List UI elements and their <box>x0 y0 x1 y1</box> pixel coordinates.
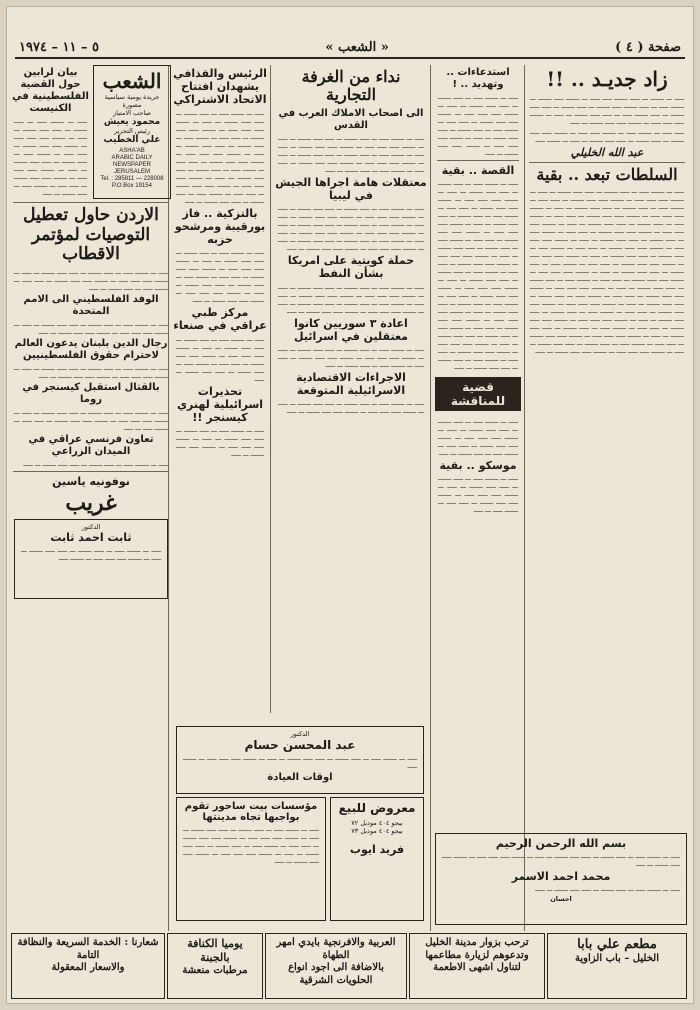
article-text: ـــــ ـــ ـــــــ ـــــ ـــ ـــــ ـــــــ ـــ ـــــ ـــــ ـــــــ ـــ ـــــ ـــ ـــــــ ـــــ ـــــ ـــــ ـــ ـــــــ ـــــ ـــــ ـــــــ ـــ ـــــ ـــــ ـــ ـــــــ ـــــ ـــ ـــــ ـــــــ ـــ ـــــ <box>14 267 168 292</box>
headline-story-continued: القصة .. بقية <box>441 164 515 177</box>
doctor-label: الدكتور <box>290 730 310 738</box>
article-text: ـــــ ـــ ـــــــ ـــــ ـــ ـــــ ـــــــ ـــ ـــــ ـــــ ـــــــ ـــ ـــــ ـــ ـــــــ ـــــ ـــــ ـــــ ـــ ـــــــ ـــــ ـــــ ـــــــ ـــ ـــــ ـــــ ـــ ـــــــ ـــــ ـــ ـــــ ـــــــ ـــ ـــــ ـــــ ـــــــ ـــ ـــــ ـــ ـــــــ ـــــ ـــــ ـــــ ـــ ـــــــ ـــــ ـــــ ـــــــ ـــ ـــــ ـــــ ـــ ـــــــ ـــــ ـــ ـــــ ـــــــ ـــ ـــــ ـــــ ـــــــ ـــ ـــــ ـــ ـــــــ ـــــ ـــــ ـــــ ـــ ـــــــ ـــــ ـــــ ـــــــ ـــ ـــــ ـــــ ـــ ـــــــ ـــــ ـــ ـــــ ـــــــ ـــ ـــــ ـــــ ـــــــ ـــ ـــــ <box>176 108 264 205</box>
ad4-title: يوميا الكنافة بالجبنة <box>187 937 243 964</box>
ad2-sub: وتدعوهم لزيارة مطاعمها لتناول اشهى الاطعمة <box>425 949 529 973</box>
ad-kunafa <box>167 933 263 999</box>
article-text: ـــــ ـــ ـــــــ ـــــ ـــ ـــــ ـــــــ ـــ ـــــ ـــــ ـــــــ ـــ ـــــ ـــ ـــــــ ـــــ ـــــ ـــــ ـــ ـــــــ ـــــ ـــــ ـــــــ ـــ ـــــ ـــــ ـــ ـــــــ ـــــ ـــ ـــــ ـــــــ ـــ ـــــ <box>278 344 424 369</box>
ad-cuisine <box>265 933 407 999</box>
sale-title: معروض للبيع <box>338 801 416 815</box>
english-block <box>97 148 167 190</box>
ad-text: ـــــ ـــ ـــــــ ـــــ ـــ ـــــ ـــــــ ـــ ـــــ ـــــ ـــــــ ـــ ـــــ ـــ ـــــــ ـــــ ـــــ ـــــ ـــ ـــــــ ـــــ <box>21 546 161 563</box>
sale-contact: فريد ايوب <box>349 843 405 856</box>
headline-moscow-continued: موسكو .. بقية <box>439 459 517 473</box>
headline-french-iraqi: تعاون فرنسي عراقي في الميدان الزراعي <box>28 433 154 457</box>
article-text: ـــــ ـــ ـــــــ ـــ ـــــ ـــــــ ـــــ ـــــ ـــ ـــــــ ـــــ ـــــــ ـــ ـــــــ ـــــ ـــ ـــــ ـــــــ ـــــ ـــــــ ـــ ـــــ ـــــــ ـــ ـــــ ـــــ ـــــــ ـــ ـــــ ـــــــ ـــــ ـــ ـــــ ـــــ ـــــــ ـــ ـــــ ـــ ـــــــ ـــــ ـــــ ـــــ ـــ ـــــــ ـــــ ـــــ ـــــــ ـــ ـــــ <box>530 94 684 126</box>
editor-label: رئيس التحرير <box>113 127 151 135</box>
bayt-sahour-article <box>176 797 326 921</box>
headline-summons-threat: استدعاءات .. وتهديد .. ! <box>446 67 510 90</box>
masthead <box>93 65 171 199</box>
en-pobox: P.O.Box 19154 <box>112 183 152 189</box>
sale-item-2: بيجو ٤٠٤ موديل ٧٣ <box>351 827 403 835</box>
article-text: ـــــ ـــ ـــــــ ـــــ ـــ ـــــ ـــــــ ـــ ـــــ ـــــ ـــــــ ـــ ـــــ ـــ ـــــــ ـــــ ـــــ ـــــ ـــ ـــــــ ـــــ ـــــ ـــــــ ـــ ـــــ ـــــ ـــ ـــــــ ـــــ ـــ ـــــ ـــــــ ـــ ـــــ ـــــ ـــــــ ـــ ـــــ ـــ ـــــــ ـــــ ـــــ ـــــ ـــ ـــــــ ـــــ ـــــ ـــــــ ـــ ـــــ ـــــ ـــ ـــــــ ـــــ ـــ ـــــ ـــــــ ـــ ـــــ <box>14 117 87 197</box>
ad1-sub: الخليل – باب الزاوية <box>575 953 659 965</box>
obituary-text: ـــــ ـــ ـــــــ ـــــ ـــ ـــــ ـــــــ ـــ ـــــ ـــــ ـــــــ ـــ ـــــ ـــ ـــــــ ـــــ ـــــ ـــــ ـــ ـــــــ ـــــ ـــــ ـــــــ ـــ ـــــ <box>442 852 680 868</box>
owner-name: محمود يعيش <box>103 117 161 127</box>
article-text: ـــــ ـــ ـــــــ ـــــ ـــ ـــــ ـــــــ ـــ ـــــ ـــــ ـــــــ ـــ ـــــ ـــ ـــــــ ـــــ ـــــ ـــــ ـــ ـــــــ ـــــ ـــــ ـــــــ ـــ ـــــ ـــــ ـــ ـــــــ ـــــ ـــ ـــــ ـــــــ ـــ ـــــ <box>438 417 518 458</box>
newspaper-page <box>6 6 694 1004</box>
doctor2-name: ثابت احمد ثابت <box>50 531 132 545</box>
article-text: ـــــ ـــ ـــــــ ـــــ ـــ ـــــ ـــــــ ـــ ـــــ ـــــ ـــــــ ـــ ـــــ ـــ ـــــــ ـــــ ـــــ ـــــ ـــ ـــــــ ـــــ ـــــ ـــــــ ـــ ـــــ ـــــ ـــ ـــــــ ـــــ ـــ ـــــ ـــــــ ـــ ـــــ ـــــ ـــــــ ـــ ـــــ ـــ ـــــــ ـــــ ـــــ ـــــ ـــ ـــــــ ـــــ ـــــ ـــــــ ـــ ـــــ ـــــ ـــ ـــــــ ـــــ ـــ ـــــ ـــــــ ـــ ـــــ <box>278 133 424 174</box>
column-rule <box>430 65 431 931</box>
obituary-box <box>435 833 687 925</box>
subheadline-property-owners: الى اصحاب الاملاك العرب في القدس <box>278 107 424 131</box>
article-text: ـــــ ـــ ـــــــ ـــــ ـــ ـــــ ـــــــ ـــ ـــــ ـــــ ـــــــ ـــ ـــــ ـــ ـــــــ ـــــ ـــــ ـــــ ـــ ـــــــ ـــــ ـــــ ـــــــ ـــ ـــــ <box>278 399 424 416</box>
obituary-bismillah: بسم الله الرحمن الرحيم <box>495 837 627 850</box>
rabin-block <box>11 65 90 199</box>
discussion-box: قضية للمناقشة <box>435 377 521 411</box>
sale-ad <box>330 797 424 921</box>
top-row <box>11 65 171 199</box>
en-name: ASHA'AB <box>119 148 145 154</box>
headline-jordan: الاردن حاول تعطيل التوصيات لمؤتمر الاقطاب <box>23 205 159 265</box>
headline-nounia: نوفونيه ياسين <box>52 474 130 488</box>
headline-clerics-lebanon: رجال الدين بلبنان يدعون العالم لاحترام حقوق الفلسطينيين <box>14 337 168 361</box>
doctor2-label: الدكتور <box>81 523 101 532</box>
article-text: ـــــ ـــ ـــــــ ـــــ ـــ ـــــ ـــــــ ـــ ـــــ ـــــ ـــــــ ـــ ـــــ ـــ ـــــــ ـــــ ـــــ ـــــ ـــ ـــــــ ـــــ ـــــ ـــــــ ـــ ـــــ ـــــ ـــ ـــــــ ـــــ ـــ ـــــ <box>438 474 518 515</box>
article-text: ـــــ ـــ ـــــــ ـــــ ـــ ـــــ ـــــــ ـــ ـــــ ـــــ ـــــــ ـــ ـــــ ـــ ـــــــ ـــــ ـــــ ـــــ ـــ ـــــــ ـــــ ـــــ ـــــــ ـــ ـــــ ـــــ ـــ ـــــــ ـــــ ـــ ـــــ ـــــــ ـــ ـــــ ـــــ ـــــــ ـــ ـــــ <box>176 334 264 383</box>
ad-text: ـــــ ـــ ـــــــ ـــــ ـــ ـــــ ـــــــ ـــ ـــــ ـــــ ـــــــ ـــ ـــــ ـــ ـــــــ ـــــ ـــــ ـــــ ـــ ـــــــ ـــــ <box>183 754 417 770</box>
ad-welcome-hebron <box>409 933 545 999</box>
paper-name: « الشعب » <box>325 39 389 55</box>
ad3-sub: بالاضافة الى اجود انواع الحلويات الشرقية <box>288 962 384 986</box>
en-city: JERUSALEM <box>113 169 150 175</box>
headline-gadhafi: الرئيس والقذافي يشهدان افتتاح الاتحاد الاشتراكي <box>173 67 267 107</box>
doctor-name: عبد المحسن حسام <box>244 738 356 752</box>
column-rule <box>524 65 525 931</box>
doctor-ad <box>176 726 424 794</box>
middle-ads-block <box>173 723 427 929</box>
column-5 <box>11 65 171 931</box>
ad-slogan <box>11 933 165 999</box>
ishan-label: احسان <box>550 895 572 903</box>
column-rule <box>270 65 271 713</box>
divider <box>529 162 685 163</box>
headline-gharib: غريب <box>65 489 117 516</box>
headline-authorities-deport: السلطات تبعد .. بقية <box>536 165 678 184</box>
ad4-sub: مرطبات منعشة <box>182 964 248 976</box>
divider <box>13 471 169 472</box>
column-3 <box>275 65 427 713</box>
ad2-title: ترحب بزوار مدينة الخليل <box>425 937 529 948</box>
headline-kuwait-campaign: حملة كويتية على امريكا بشأن النفط <box>287 254 415 281</box>
owner-label: صاحب الامتياز <box>112 109 151 117</box>
article-text: ـــــ ـــ ـــــــ ـــــ ـــ ـــــ ـــــــ ـــ ـــــ ـــــ ـــــــ ـــ ـــــ ـــ ـــــــ ـــــ ـــــ ـــــ ـــ ـــــــ ـــــ ـــــ ـــــــ ـــ ـــــ ـــــ ـــ ـــــــ ـــــ ـــ ـــــ ـــــــ ـــ ـــــ ـــــ ـــــــ ـــ ـــــ ـــ ـــــــ ـــــ ـــــ ـــــ ـــ ـــــــ ـــــ ـــــ ـــــــ ـــ ـــــ ـــــ ـــ ـــــــ ـــــ ـــ ـــــ ـــــــ ـــ ـــــ ـــــ ـــــــ ـــ ـــــ ـــ ـــــــ ـــــ ـــــ ـــــ ـــ ـــــــ ـــــ ـــــ ـــــــ ـــ ـــــ <box>278 204 424 253</box>
article-text: ـــــ ـــ ـــــــ ـــــ ـــ ـــــ ـــــــ ـــ ـــــ ـــــ ـــــــ ـــ ـــــ ـــ ـــــــ ـــــ ـــــ ـــــ ـــ ـــــــ ـــــ ـــــ ـــــــ ـــ ـــــ ـــــ ـــ ـــــــ ـــــ ـــ ـــــ ـــــــ ـــ ـــــ ـــــ ـــــــ ـــ ـــــ ـــ ـــــــ ـــــ ـــــ ـــــ ـــ ـــــــ ـــــ ـــــ ـــــــ ـــ ـــــ <box>278 282 424 315</box>
headline-bourguiba: بالتزكية .. فاز بورقيبة ومرشحو حزبه <box>174 206 266 246</box>
headline-palestinian-delegation: الوفد الفلسطيني الى الامم المتحدة <box>23 293 159 317</box>
issue-date: ٥ – ١١ – ١٩٧٤ <box>19 39 100 55</box>
article-text: ـــــ ـــ ـــــــ ـــــ ـــ ـــــ ـــــــ ـــ ـــــ ـــــ ـــــــ ـــ ـــــ ـــ ـــــــ ـــــ ـــــ ـــــ ـــ ـــــــ ـــــ ـــــ ـــــــ ـــ ـــــ ـــــ ـــ ـــــــ ـــــ ـــ ـــــ ـــــــ ـــ ـــــ ـــــ ـــــــ ـــ ـــــ ـــ ـــــــ ـــــ ـــــ ـــــ ـــ ـــــــ ـــــ ـــــ ـــــــ ـــ ـــــ <box>176 248 264 305</box>
doctor2-ad <box>14 519 168 599</box>
divider <box>437 160 519 161</box>
column-2 <box>435 65 521 931</box>
page-header <box>15 37 685 59</box>
ad-ali-baba <box>547 933 687 999</box>
divider <box>13 202 169 203</box>
headline-syrians-returned: اعادة ٣ سوريين كانوا معتقلين في اسرائيل <box>294 316 408 343</box>
ad5-sub: والاسعار المعقولة <box>51 962 125 973</box>
article-text: ـــــ ـــ ـــــــ ـــــ ـــ ـــــ ـــــــ ـــ ـــــ ـــــ ـــــــ ـــ ـــــ ـــ ـــــــ ـــــ ـــــ ـــــ ـــ ـــــــ ـــــ ـــــ ـــــــ ـــ ـــــ <box>176 426 264 459</box>
bayt-sahour-headline: مؤسسات بيت ساحور تقوم بواجبها تجاه مدينتها <box>184 801 318 823</box>
editor-name: علي الخطيب <box>103 135 161 145</box>
masthead-subtitle: جريدة يومية سياسية مصورة <box>104 93 160 109</box>
page-number: صفحة ( ٤ ) <box>615 39 681 55</box>
en-tel: Tel. : 285811 — 228008 <box>100 176 164 182</box>
ad5-title: شعارنا : الخدمة السريعة والنظافة التامة <box>17 937 159 961</box>
headline-iraqi-medical: مركز طبي عراقي في صنعاء <box>173 306 267 333</box>
headline-israeli-measures: الاجراءات الاقتصادية الاسرائيلية المتوقعة <box>296 370 406 398</box>
headline-libya-arrests: معتقلات هامة اجراها الجيش في ليبيا <box>275 175 427 202</box>
headline-kissinger-rome: بالقتال استقبل كيسنجر في روما <box>22 381 160 405</box>
ad3-title: العربية والافرنجية بايدي امهر الطهاة <box>276 937 396 961</box>
article-text: ـــــ ـــ ـــــــ ـــــ ـــ ـــــ ـــــــ ـــ ـــــ ـــــ ـــــــ ـــ ـــــ <box>23 459 168 468</box>
article-text: ـــــ ـــ ـــــــ ـــــ ـــ ـــــ ـــــــ ـــ ـــــ ـــــ ـــــــ ـــ ـــــ ـــ ـــــــ ـــــ ـــــ ـــــ ـــ ـــــــ ـــــ ـــــ ـــــــ ـــ ـــــ <box>14 363 168 380</box>
article-text: ـــــ ـــــ ـــ ـــــــ ـــــ ـــ ـــــــ ـــــ ـــــ ـــ ـــــــ ـــــ ـــــ ـــــــ ـــ ـــــ ـــــــ ـــ ـــــ ـــــ ـــــــ ـــ ـــــ ـــ ـــــــ ـــــ <box>530 128 684 144</box>
headline-zad-jadid: زاد جديـد .. !! <box>546 67 668 91</box>
article-text: ـــــ ـــ ـــــــ ـــــ ـــ ـــــ ـــــــ ـــ ـــــ ـــــ ـــــــ ـــ ـــــ ـــ ـــــــ ـــــ ـــــ ـــــ ـــ ـــــــ ـــــ ـــــ ـــــــ ـــ ـــــ ـــــ ـــ ـــــــ ـــــ ـــ ـــــ ـــــــ ـــ ـــــ ـــــ ـــــــ ـــ ـــــ ـــ ـــــــ ـــــ ـــــ ـــــ ـــ ـــــــ ـــــ ـــــ ـــــــ ـــ ـــــ <box>438 93 518 157</box>
article-text: ـــــ ـــ ـــــــ ـــــ ـــ ـــــ ـــــــ ـــ ـــــ ـــــ ـــــــ ـــ ـــــ ـــ ـــــــ ـــــ ـــــ ـــــ ـــ ـــــــ ـــــ ـــــ ـــــــ ـــ ـــــ ـــــ ـــ ـــــــ ـــــ ـــ ـــــ ـــــــ ـــ ـــــ ـــــ ـــــــ ـــ ـــــ ـــ ـــــــ ـــــ ـــــ ـــــ ـــ ـــــــ ـــــ ـــــ ـــــــ ـــ ـــــ ـــــ ـــ ـــــــ ـــــ ـــ ـــــ ـــــــ ـــ ـــــ ـــــ ـــــــ ـــ ـــــ ـــ ـــــــ ـــــ ـــــ ـــــ ـــ ـــــــ ـــــ ـــــ ـــــــ ـــ ـــــ ـــــ ـــ ـــــــ ـــــ ـــ ـــــ ـــــــ ـــ ـــــ ـــــ ـــــــ ـــ ـــــ ـــ ـــــــ ـــــ ـــــ ـــــ ـــ ـــــــ ـــــ ـــــ ـــــــ ـــ ـــــ ـــــ ـــ ـــــــ ـــــ ـــ ـــــ ـــــــ ـــ ـــــ ـــــ ـــــــ ـــ ـــــ ـــ ـــــــ ـــــ ـــــ ـــــ ـــ ـــــــ ـــــ ـــــ ـــــــ ـــ ـــــ ـــــ ـــ ـــــــ ـــــ ـــ ـــــ ـــــــ ـــ ـــــ ـــــ ـــــــ ـــ ـــــ ـــ ـــــــ ـــــ ـــــ ـــــ ـــ ـــــــ ـــــ ـــــ ـــــــ ـــ ـــــ ـــــ ـــ ـــــــ ـــــ ـــ ـــــ ـــــــ ـــ ـــــ ـــــ ـــــــ ـــ ـــــ <box>438 179 518 372</box>
column-4 <box>173 65 267 713</box>
en-type: ARABIC DAILY NEWSPAPER <box>111 155 153 168</box>
headline-rabin: بيان لرابين حول القضية الفلسطينية في الكنيست <box>12 67 89 114</box>
article-text: ـــــ ـــ ـــــــ ـــــ ـــ ـــــ ـــــــ ـــ ـــــ ـــــ ـــــــ ـــ ـــــ ـــ ـــــــ ـــــ ـــــ ـــــ ـــ ـــــــ ـــــ ـــــ ـــــــ ـــ ـــــ ـــــ ـــ ـــــــ ـــــ ـــ ـــــ ـــــــ ـــ ـــــ ـــــ ـــــــ ـــ ـــــ ـــ ـــــــ ـــــ ـــــ ـــــ ـــ ـــــــ ـــــ ـــــ ـــــــ ـــ ـــــ ـــــ ـــ ـــــــ ـــــ ـــ ـــــ ـــــــ ـــ ـــــ ـــــ ـــــــ ـــ ـــــ ـــ ـــــــ ـــــ ـــــ ـــــ ـــ ـــــــ ـــــ ـــــ ـــــــ ـــ ـــــ ـــــ ـــ ـــــــ ـــــ ـــ ـــــ ـــــــ ـــ ـــــ ـــــ ـــــــ ـــ ـــــ ـــ ـــــــ ـــــ ـــــ ـــــ ـــ ـــــــ ـــــ ـــــ ـــــــ ـــ ـــــ ـــــ ـــ ـــــــ ـــــ ـــ ـــــ ـــــــ ـــ ـــــ ـــــ ـــــــ ـــ ـــــ ـــ ـــــــ ـــــ ـــــ ـــــ ـــ ـــــــ ـــــ ـــــ ـــــــ ـــ ـــــ ـــــ ـــ ـــــــ ـــــ ـــ ـــــ ـــــــ ـــ ـــــ ـــــ ـــــــ ـــ ـــــ ـــ ـــــــ ـــــ ـــــ ـــــ ـــ ـــــــ ـــــ ـــــ ـــــــ ـــ ـــــ ـــــ ـــ ـــــــ ـــــ ـــ ـــــ ـــــــ ـــ ـــــ ـــــ ـــــــ ـــ ـــــ ـــ ـــــــ ـــــ ـــــ ـــــ ـــ ـــــــ ـــــ ـــــ ـــــــ ـــ ـــــ ـــــ ـــ ـــــــ ـــــ ـــ ـــــ ـــــــ ـــ ـــــ ـــــ ـــــــ ـــ ـــــ ـــ ـــــــ ـــــ ـــــ ـــــ ـــ ـــــــ ـــــ ـــــ ـــــــ ـــ ـــــ ـــــ ـــ ـــــــ ـــــ ـــ ـــــ ـــــــ ـــ ـــــ ـــــ ـــــــ ـــ ـــــ ـــ ـــــــ ـــــ ـــــ ـــــ ـــ ـــــــ ـــــ ـــــ ـــــــ ـــ ـــــ ـــــ ـــ ـــــــ ـــــ ـــ ـــــ ـــــــ ـــ ـــــ ـــــ ـــــــ ـــ ـــــ ـــ ـــــــ ـــــ ـــــ ـــــ ـــ ـــــــ ـــــ ـــــ ـــــــ ـــ ـــــ ـــــ ـــ ـــــــ ـــــ ـــ ـــــ ـــــــ ـــ ـــــ ـــــ ـــــــ ـــ ـــــ ـــ ـــــــ ـــــ ـــــ ـــــ ـــ ـــــــ ـــــ ـــــ ـــــــ ـــ ـــــ <box>530 187 684 356</box>
headline-chamber-appeal: نداء من الغرفة التجارية <box>301 67 401 105</box>
article-text: ـــــ ـــ ـــــــ ـــــ ـــ ـــــ ـــــــ ـــ ـــــ ـــــ ـــــــ ـــ ـــــ ـــ ـــــــ ـــــ ـــــ ـــــ ـــ ـــــــ ـــــ ـــــ ـــــــ ـــ ـــــ ـــــ ـــ ـــــــ ـــــ ـــ ـــــ ـــــــ ـــ ـــــ ـــــ ـــــــ ـــ ـــــ ـــ ـــــــ ـــــ ـــــ ـــــ ـــ ـــــــ ـــــ ـــــ ـــــــ ـــ ـــــ <box>183 825 319 865</box>
headline-kissinger-warnings: تحذيرات اسرائيلية لهنري كيسنجر !! <box>176 384 264 424</box>
obituary-name: محمد احمد الاسمر <box>511 870 611 883</box>
masthead-title: الشعب <box>102 69 162 93</box>
ad1-title: مطعم علي بابا <box>577 937 657 952</box>
writer-signature: عبد الله الخليلي <box>570 146 644 159</box>
clinic-hours: اوقات العيادة <box>267 772 333 783</box>
article-text: ـــــ ـــ ـــــــ ـــــ ـــ ـــــ ـــــــ ـــ ـــــ ـــــ ـــــــ ـــ ـــــ ـــ ـــــــ ـــــ ـــــ ـــــ ـــ ـــــــ ـــــ ـــــ ـــــــ ـــ ـــــ ـــــ ـــ ـــــــ ـــــ ـــ ـــــ <box>14 407 168 432</box>
obituary-text: ـــــ ـــ ـــــــ ـــــ ـــ ـــــ ـــــــ ـــ ـــــ ـــــ ـــــــ ـــ ـــــ <box>535 885 680 893</box>
ad-row <box>176 797 424 921</box>
column-1 <box>527 65 687 931</box>
sale-item-1: بيجو ٤٠٤ موديل ٧٢ <box>351 819 403 827</box>
article-text: ـــــ ـــ ـــــــ ـــــ ـــ ـــــ ـــــــ ـــ ـــــ ـــــ ـــــــ ـــ ـــــ ـــ ـــــــ ـــــ ـــــ ـــــ ـــ ـــــــ ـــــ ـــــ ـــــــ ـــ ـــــ <box>14 319 168 336</box>
